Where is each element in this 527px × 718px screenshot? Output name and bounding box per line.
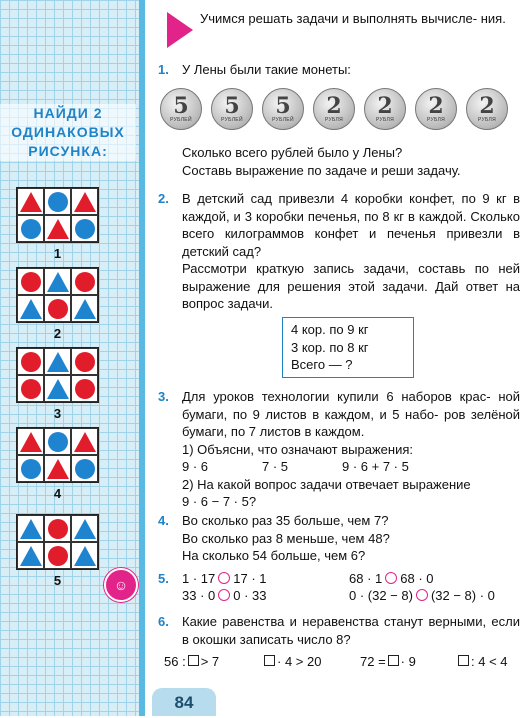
circle-blue-icon	[48, 432, 68, 452]
shape-cell	[44, 375, 71, 402]
picture-label: 1	[53, 246, 62, 261]
triangle-red-icon	[74, 192, 96, 212]
task-text: Сколько всего рублей было у Лены?	[182, 145, 403, 160]
coins-row	[160, 88, 520, 132]
expression: 9 · 6 + 7 · 5	[342, 459, 409, 474]
input-box-icon[interactable]	[188, 655, 199, 666]
triangle-blue-icon	[20, 546, 42, 566]
coin-unit: РУБЛЯ	[375, 117, 395, 123]
coin-value: 5	[275, 93, 291, 119]
intro-text: Учимся решать задачи и выполнять вычисле- ния.	[200, 11, 506, 26]
shape-cell	[44, 295, 71, 322]
sidebar-title-line: НАЙДИ 2	[33, 105, 103, 121]
circle-red-icon	[48, 519, 68, 539]
input-box-icon[interactable]	[458, 655, 469, 666]
expressions-row	[182, 458, 520, 476]
circle-blue-icon	[75, 459, 95, 479]
expression: 7 · 5	[262, 459, 289, 474]
sidebar-title-line: РИСУНКА:	[28, 143, 108, 159]
picture-1	[16, 187, 102, 261]
shape-grid	[16, 187, 99, 243]
shape-cell	[71, 268, 98, 295]
task-text: Какие равенства и неравенства станут верными, если в окошки записать число 8?	[182, 614, 520, 647]
expression: 9 · 6 − 7 · 5?	[182, 494, 257, 509]
comparison-pair	[349, 587, 495, 605]
triangle-blue-icon	[47, 272, 69, 292]
task-text: Во сколько раз 35 больше, чем 7?	[182, 513, 389, 528]
shape-cell	[44, 268, 71, 295]
coin-unit: РУБЛЕЙ	[272, 117, 294, 123]
shape-cell	[71, 295, 98, 322]
shape-cell	[17, 295, 44, 322]
shape-cell	[17, 455, 44, 482]
comparison-pair	[182, 570, 267, 588]
comparison-expr: 68 · 1	[349, 571, 383, 586]
page-number: 84	[152, 688, 216, 716]
inequality: · 4 > 20	[262, 654, 321, 669]
inequality: : 4 < 4	[456, 654, 508, 669]
task-question: 2) На какой вопрос задачи отвечает выражение	[182, 476, 471, 492]
shape-cell	[17, 215, 44, 242]
shape-cell	[17, 542, 44, 569]
shape-grid	[16, 267, 99, 323]
comparison-expr: (32 − 8) · 0	[430, 588, 495, 603]
task-1	[150, 61, 527, 79]
coin-value: 2	[428, 93, 444, 119]
circle-red-icon	[21, 379, 41, 399]
shape-cell	[17, 268, 44, 295]
shape-cell	[17, 188, 44, 215]
circle-red-icon	[75, 272, 95, 292]
shape-grid	[16, 514, 99, 570]
picture-label: 4	[53, 486, 62, 501]
task-number: 6.	[158, 614, 169, 629]
task-3	[150, 388, 527, 511]
coin-unit: РУБЛЯ	[426, 117, 446, 123]
comparison-expr: 1 · 17	[182, 571, 216, 586]
compare-circle-icon[interactable]	[218, 572, 230, 584]
compare-circle-icon[interactable]	[385, 572, 397, 584]
coin-5-icon	[211, 88, 253, 130]
shape-cell	[71, 428, 98, 455]
circle-red-icon	[75, 352, 95, 372]
short-note-line: Всего — ?	[291, 357, 353, 372]
shape-cell	[71, 215, 98, 242]
comparison-expr: 0 · (32 − 8)	[349, 588, 413, 603]
coin-2-icon	[364, 88, 406, 130]
coin-value: 2	[326, 93, 342, 119]
circle-blue-icon	[48, 192, 68, 212]
coin-2-icon	[466, 88, 508, 130]
circle-red-icon	[75, 379, 95, 399]
task-1-question	[150, 144, 527, 179]
coin-value: 5	[224, 93, 240, 119]
task-text: Для уроков технологии купили 6 наборов крас- ной бумаги, по 9 листов в каждом, и 5 набо- ров зелёной бумаги, по 7 листов в каждом.	[182, 389, 520, 439]
picture-label: 3	[53, 406, 62, 421]
circle-blue-icon	[21, 219, 41, 239]
triangle-red-icon	[20, 192, 42, 212]
shape-cell	[71, 375, 98, 402]
task-2	[150, 190, 527, 313]
sidebar-title-line: ОДИНАКОВЫХ	[11, 124, 125, 140]
comparison-expr: 0 · 33	[233, 588, 267, 603]
coin-unit: РУБЛЕЙ	[221, 117, 243, 123]
shape-cell	[71, 515, 98, 542]
task-question: 1) Объясни, что означают выражения:	[182, 441, 413, 457]
comparison-expr: 33 · 0	[182, 588, 216, 603]
main-content	[150, 0, 527, 716]
shape-cell	[17, 375, 44, 402]
shape-cell	[71, 188, 98, 215]
circle-red-icon	[48, 546, 68, 566]
task-number: 4.	[158, 513, 169, 528]
shape-cell	[44, 215, 71, 242]
task-number: 3.	[158, 389, 169, 404]
triangle-red-icon	[47, 219, 69, 239]
triangle-blue-icon	[74, 299, 96, 319]
expression: 9 · 6	[182, 459, 209, 474]
triangle-red-icon	[20, 432, 42, 452]
triangle-marker-icon	[167, 12, 193, 48]
shape-cell	[44, 542, 71, 569]
picture-label: 5	[53, 573, 62, 588]
compare-circle-icon[interactable]	[416, 589, 428, 601]
picture-4	[16, 427, 102, 501]
compare-circle-icon[interactable]	[218, 589, 230, 601]
comparison-pair	[182, 587, 267, 605]
coin-value: 2	[479, 93, 495, 119]
shape-cell	[44, 515, 71, 542]
comparison-pair	[349, 570, 434, 588]
shape-cell	[44, 455, 71, 482]
picture-2	[16, 267, 102, 341]
coin-value: 2	[377, 93, 393, 119]
shape-cell	[44, 428, 71, 455]
short-note-box	[282, 317, 414, 378]
shape-grid	[16, 427, 99, 483]
triangle-red-icon	[74, 432, 96, 452]
shape-cell	[17, 515, 44, 542]
circle-red-icon	[21, 352, 41, 372]
circle-red-icon	[48, 299, 68, 319]
triangle-blue-icon	[47, 352, 69, 372]
triangle-blue-icon	[20, 519, 42, 539]
shape-cell	[17, 348, 44, 375]
circle-red-icon	[21, 272, 41, 292]
shape-cell	[17, 428, 44, 455]
coin-unit: РУБЛЯ	[324, 117, 344, 123]
task-6	[150, 613, 527, 648]
shape-grid	[16, 347, 99, 403]
short-note-line: 4 кор. по 9 кг	[291, 322, 369, 337]
task-number: 5.	[158, 571, 169, 586]
coin-5-icon	[262, 88, 304, 130]
triangle-blue-icon	[47, 379, 69, 399]
task-text: В детский сад привезли 4 коробки конфет, по 9 кг в каждой, и 3 коробки печенья, по 8 кг в каждой. Сколько всего килограммов конфет и печенья привезли в детский сад?	[182, 191, 520, 259]
coin-2-icon	[313, 88, 355, 130]
shape-cell	[71, 455, 98, 482]
picture-3	[16, 347, 102, 421]
task-4	[150, 512, 527, 565]
input-box-icon[interactable]	[388, 655, 399, 666]
sidebar-grid	[0, 0, 145, 716]
comparison-expr: 68 · 0	[400, 571, 434, 586]
comparison-expr: 17 · 1	[233, 571, 267, 586]
inequality: 56 : > 7	[164, 654, 220, 669]
shape-cell	[71, 348, 98, 375]
input-box-icon[interactable]	[264, 655, 275, 666]
circle-blue-icon	[75, 219, 95, 239]
triangle-blue-icon	[20, 299, 42, 319]
shape-cell	[44, 348, 71, 375]
task-5	[150, 570, 527, 606]
shape-cell	[44, 188, 71, 215]
triangle-red-icon	[47, 459, 69, 479]
sidebar-title	[0, 104, 136, 161]
coin-2-icon	[415, 88, 457, 130]
triangle-blue-icon	[74, 546, 96, 566]
coin-unit: РУБЛЯ	[477, 117, 497, 123]
coin-5-icon	[160, 88, 202, 130]
task-text: У Лены были такие монеты:	[182, 62, 351, 77]
sidebar-spine	[139, 0, 145, 716]
task-text: Во сколько раз 8 меньше, чем 48?	[182, 530, 390, 546]
picture-5	[16, 514, 102, 588]
short-note-line: 3 кор. по 8 кг	[291, 339, 369, 355]
circle-blue-icon	[21, 459, 41, 479]
task-number: 1.	[158, 62, 169, 77]
coin-unit: РУБЛЕЙ	[170, 117, 192, 123]
picture-label: 2	[53, 326, 62, 341]
task-text: На сколько 54 больше, чем 6?	[182, 548, 366, 563]
triangle-blue-icon	[74, 519, 96, 539]
coin-value: 5	[173, 93, 189, 119]
brain-teaser-icon: ☺	[104, 568, 138, 602]
inequality: 72 = · 9	[360, 654, 416, 669]
task-text: Рассмотри краткую запись задачи, составь по ней выражение для решения этой задачи. Дай ответ на вопрос задачи.	[182, 261, 520, 311]
task-number: 2.	[158, 191, 169, 206]
task-text: Составь выражение по задаче и реши задачу.	[182, 162, 461, 178]
shape-cell	[71, 542, 98, 569]
